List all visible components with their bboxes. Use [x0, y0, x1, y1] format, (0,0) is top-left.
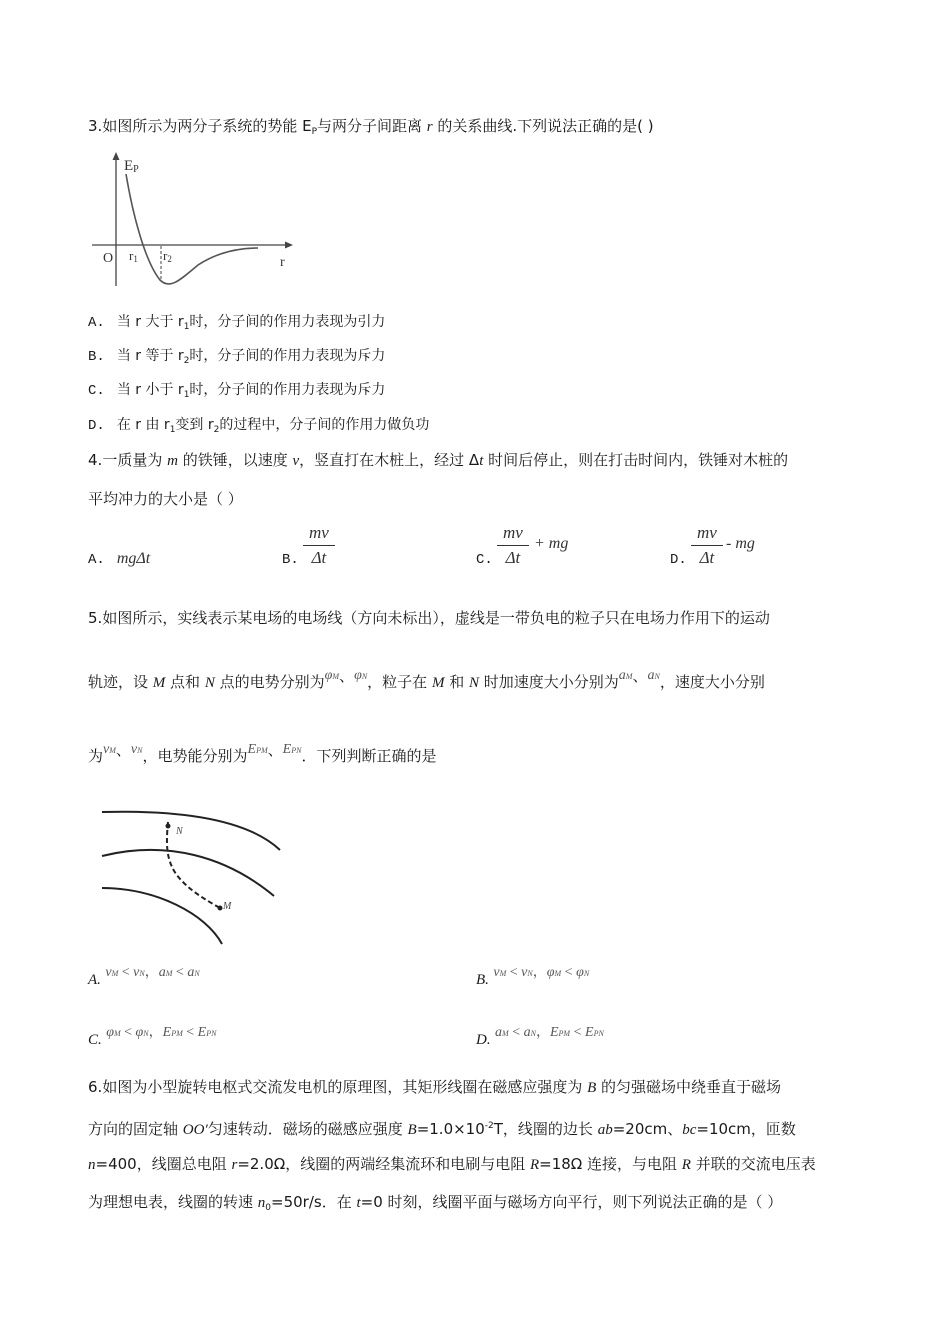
q3-stem: 3.如图所示为两分子系统的势能 $E_P$与两分子间距离 r 的关系曲线.下列说法正确的是( ) [88, 117, 654, 137]
q4-option-c[interactable]: C. [476, 552, 493, 568]
q5-option-c[interactable]: C. φM < φN，EPM < EPN [88, 1025, 217, 1048]
q4-option-c-fraction: mv Δt [497, 523, 529, 568]
q4-option-d-fraction: mv Δt [691, 523, 723, 568]
point-n-label: N [176, 826, 183, 837]
q6-stem-line2: 方向的固定轴 OO′匀速转动．磁场的磁感应强度 $B=1.0\times 10^{-2}T$，线圈的边长 ab=20cm、bc=10cm，匝数 [88, 1120, 796, 1138]
q4-stem-line1: 4.一质量为 m 的铁锤，以速度 v，竖直打在木桩上，经过 Δt 时间后停止，则在打击时间内，铁锤对木桩的 [88, 451, 789, 469]
q4-number: 4. [88, 451, 103, 469]
q6-stem-line1: 6.如图为小型旋转电枢式交流发电机的原理图，其矩形线圈在磁感应强度为 B 的匀强磁场中绕垂直于磁场 [88, 1078, 782, 1096]
potential-energy-graph [88, 150, 298, 290]
q4-option-a[interactable]: A. mgΔt [88, 550, 151, 568]
ep-axis-arrow [113, 152, 120, 160]
q6-stem-line4: 为理想电表，线圈的转速 $n_0=50r/s$．在 t=0 时刻，线圈平面与磁场方向平行，则下列说法正确的是（ ） [88, 1193, 783, 1213]
q5-stem-line3: 为vM、vN，电势能分别为EPM、EPN．下列判断正确的是 [88, 741, 437, 765]
q3-option-b[interactable]: B. 当 r 等于 $r_2$时，分子间的作用力表现为斥力 [88, 348, 386, 366]
q3-number: 3. [88, 117, 103, 135]
q6-stem-line3: n=400，线圈总电阻 r=2.0Ω，线圈的两端经集流环和电刷与电阻 R=18Ω 连接，与电阻 R 并联的交流电压表 [88, 1155, 816, 1173]
q5-option-a[interactable]: A. vM < vN，aM < aN [88, 965, 200, 988]
q5-option-d[interactable]: D. aM < aN，EPM < EPN [476, 1025, 604, 1048]
q5-option-b[interactable]: B. vM < vN，φM < φN [476, 965, 590, 988]
potential-curve [126, 174, 258, 284]
electric-field-figure [96, 804, 286, 949]
q3-option-c[interactable]: C. 当 r 小于 $r_1$时，分子间的作用力表现为斥力 [88, 382, 386, 400]
q4-option-c-tail: + mg [534, 535, 569, 552]
q5-stem-line2: 轨迹，设 M 点和 N 点的电势分别为φM、φN，粒子在 M 和 N 时加速度大小分别为aM、aN，速度大小分别 [88, 667, 765, 691]
field-line-top [102, 812, 280, 850]
q4-option-b-fraction: mv Δt [303, 523, 335, 568]
q3-option-a[interactable]: A. 当 r 大于 $r_1$时，分子间的作用力表现为引力 [88, 314, 386, 332]
ep-label: EP [124, 158, 139, 175]
q4-option-d[interactable]: D. [670, 552, 687, 568]
r1-label: r1 [129, 248, 138, 264]
q4-option-b[interactable]: B. [282, 552, 299, 568]
r-axis-label: r [280, 255, 285, 270]
point-n-dot [166, 824, 171, 829]
origin-label: O [103, 251, 114, 266]
field-line-bottom [102, 888, 222, 944]
r2-label: r2 [163, 248, 172, 264]
q5-stem-line1: 5.如图所示，实线表示某电场的电场线（方向未标出），虚线是一带负电的粒子只在电场力作用下的运动 [88, 609, 770, 627]
q4-stem-line2: 平均冲力的大小是（ ） [88, 490, 243, 508]
point-m-label: M [223, 901, 232, 912]
q6-number: 6. [88, 1078, 103, 1096]
particle-trajectory [167, 822, 220, 908]
point-m-dot [218, 906, 223, 911]
q3-option-d[interactable]: D. 在 r 由 $r_1$变到 $r_2$的过程中，分子间的作用力做负功 [88, 417, 430, 435]
r-axis-arrow [285, 242, 293, 249]
q4-option-d-tail: - mg [726, 535, 755, 552]
q5-number: 5. [88, 609, 103, 627]
